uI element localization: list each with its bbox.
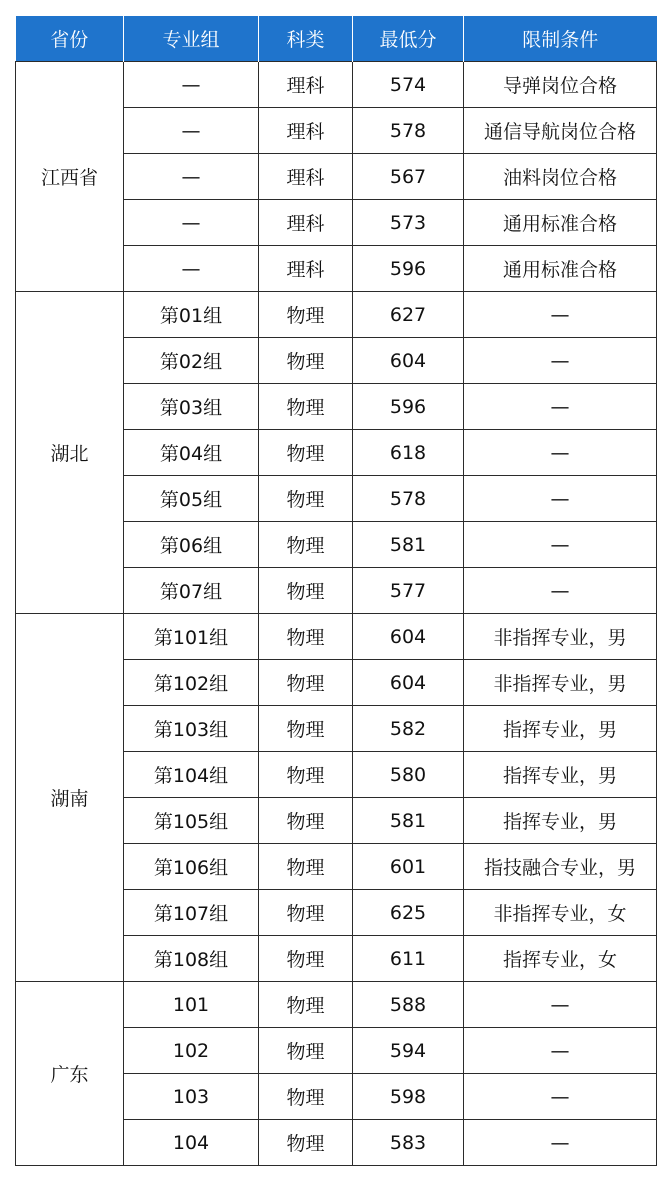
min-score-cell: 596 xyxy=(353,384,464,430)
min-score-cell: 574 xyxy=(353,62,464,108)
min-score-cell: 604 xyxy=(353,614,464,660)
major-group-cell: 102 xyxy=(124,1028,259,1074)
major-group-cell: 第102组 xyxy=(124,660,259,706)
subject-cell: 物理 xyxy=(259,384,353,430)
subject-cell: 理科 xyxy=(259,108,353,154)
subject-cell: 物理 xyxy=(259,1120,353,1166)
min-score-cell: 578 xyxy=(353,476,464,522)
restriction-cell: 导弹岗位合格 xyxy=(464,62,657,108)
min-score-cell: 583 xyxy=(353,1120,464,1166)
restriction-cell: 非指挥专业，男 xyxy=(464,660,657,706)
min-score-cell: 596 xyxy=(353,246,464,292)
min-score-cell: 604 xyxy=(353,660,464,706)
major-group-cell: — xyxy=(124,154,259,200)
min-score-cell: 581 xyxy=(353,522,464,568)
major-group-cell: 第107组 xyxy=(124,890,259,936)
major-group-cell: 第03组 xyxy=(124,384,259,430)
min-score-cell: 625 xyxy=(353,890,464,936)
table-row xyxy=(16,292,657,338)
restriction-cell: 指挥专业，男 xyxy=(464,706,657,752)
min-score-cell: 580 xyxy=(353,752,464,798)
province-cell: 湖北 xyxy=(16,292,124,614)
subject-cell: 物理 xyxy=(259,844,353,890)
subject-cell: 理科 xyxy=(259,62,353,108)
header-restrictions: 限制条件 xyxy=(464,16,657,62)
major-group-cell: — xyxy=(124,200,259,246)
restriction-cell: — xyxy=(464,430,657,476)
major-group-cell: 第108组 xyxy=(124,936,259,982)
restriction-cell: 指技融合专业，男 xyxy=(464,844,657,890)
province-cell: 湖南 xyxy=(16,614,124,982)
min-score-cell: 567 xyxy=(353,154,464,200)
subject-cell: 物理 xyxy=(259,798,353,844)
major-group-cell: 第04组 xyxy=(124,430,259,476)
min-score-cell: 598 xyxy=(353,1074,464,1120)
major-group-cell: 第06组 xyxy=(124,522,259,568)
min-score-cell: 594 xyxy=(353,1028,464,1074)
min-score-cell: 601 xyxy=(353,844,464,890)
restriction-cell: 通信导航岗位合格 xyxy=(464,108,657,154)
restriction-cell: — xyxy=(464,384,657,430)
restriction-cell: — xyxy=(464,1028,657,1074)
restriction-cell: 油料岗位合格 xyxy=(464,154,657,200)
restriction-cell: 通用标准合格 xyxy=(464,246,657,292)
restriction-cell: 指挥专业，男 xyxy=(464,752,657,798)
admission-score-table xyxy=(15,16,657,1166)
min-score-cell: 618 xyxy=(353,430,464,476)
subject-cell: 物理 xyxy=(259,1028,353,1074)
subject-cell: 物理 xyxy=(259,476,353,522)
table-row xyxy=(16,62,657,108)
province-cell: 广东 xyxy=(16,982,124,1166)
restriction-cell: — xyxy=(464,568,657,614)
major-group-cell: — xyxy=(124,62,259,108)
restriction-cell: 通用标准合格 xyxy=(464,200,657,246)
header-subject: 科类 xyxy=(259,16,353,62)
subject-cell: 物理 xyxy=(259,522,353,568)
restriction-cell: — xyxy=(464,476,657,522)
major-group-cell: 第07组 xyxy=(124,568,259,614)
restriction-cell: — xyxy=(464,1120,657,1166)
subject-cell: 物理 xyxy=(259,430,353,476)
subject-cell: 物理 xyxy=(259,338,353,384)
header-province: 省份 xyxy=(16,16,124,62)
subject-cell: 物理 xyxy=(259,752,353,798)
min-score-cell: 581 xyxy=(353,798,464,844)
min-score-cell: 577 xyxy=(353,568,464,614)
header-min-score: 最低分 xyxy=(353,16,464,62)
subject-cell: 物理 xyxy=(259,614,353,660)
major-group-cell: — xyxy=(124,246,259,292)
restriction-cell: 非指挥专业，女 xyxy=(464,890,657,936)
major-group-cell: 第02组 xyxy=(124,338,259,384)
restriction-cell: 指挥专业，女 xyxy=(464,936,657,982)
subject-cell: 物理 xyxy=(259,936,353,982)
min-score-cell: 578 xyxy=(353,108,464,154)
restriction-cell: 非指挥专业，男 xyxy=(464,614,657,660)
table-row xyxy=(16,982,657,1028)
min-score-cell: 604 xyxy=(353,338,464,384)
major-group-cell: 103 xyxy=(124,1074,259,1120)
restriction-cell: — xyxy=(464,522,657,568)
subject-cell: 物理 xyxy=(259,982,353,1028)
major-group-cell: 104 xyxy=(124,1120,259,1166)
table-row xyxy=(16,614,657,660)
subject-cell: 理科 xyxy=(259,200,353,246)
table-header-row xyxy=(16,16,657,62)
subject-cell: 物理 xyxy=(259,706,353,752)
restriction-cell: 指挥专业，男 xyxy=(464,798,657,844)
major-group-cell: 101 xyxy=(124,982,259,1028)
major-group-cell: — xyxy=(124,108,259,154)
major-group-cell: 第104组 xyxy=(124,752,259,798)
restriction-cell: — xyxy=(464,338,657,384)
subject-cell: 物理 xyxy=(259,1074,353,1120)
min-score-cell: 588 xyxy=(353,982,464,1028)
restriction-cell: — xyxy=(464,982,657,1028)
restriction-cell: — xyxy=(464,292,657,338)
min-score-cell: 627 xyxy=(353,292,464,338)
subject-cell: 理科 xyxy=(259,246,353,292)
province-cell: 江西省 xyxy=(16,62,124,292)
header-major-group: 专业组 xyxy=(124,16,259,62)
major-group-cell: 第103组 xyxy=(124,706,259,752)
min-score-cell: 611 xyxy=(353,936,464,982)
min-score-cell: 582 xyxy=(353,706,464,752)
major-group-cell: 第01组 xyxy=(124,292,259,338)
major-group-cell: 第05组 xyxy=(124,476,259,522)
subject-cell: 物理 xyxy=(259,660,353,706)
subject-cell: 物理 xyxy=(259,568,353,614)
restriction-cell: — xyxy=(464,1074,657,1120)
subject-cell: 理科 xyxy=(259,154,353,200)
subject-cell: 物理 xyxy=(259,890,353,936)
major-group-cell: 第101组 xyxy=(124,614,259,660)
min-score-cell: 573 xyxy=(353,200,464,246)
major-group-cell: 第105组 xyxy=(124,798,259,844)
subject-cell: 物理 xyxy=(259,292,353,338)
table-body xyxy=(16,62,657,1166)
major-group-cell: 第106组 xyxy=(124,844,259,890)
